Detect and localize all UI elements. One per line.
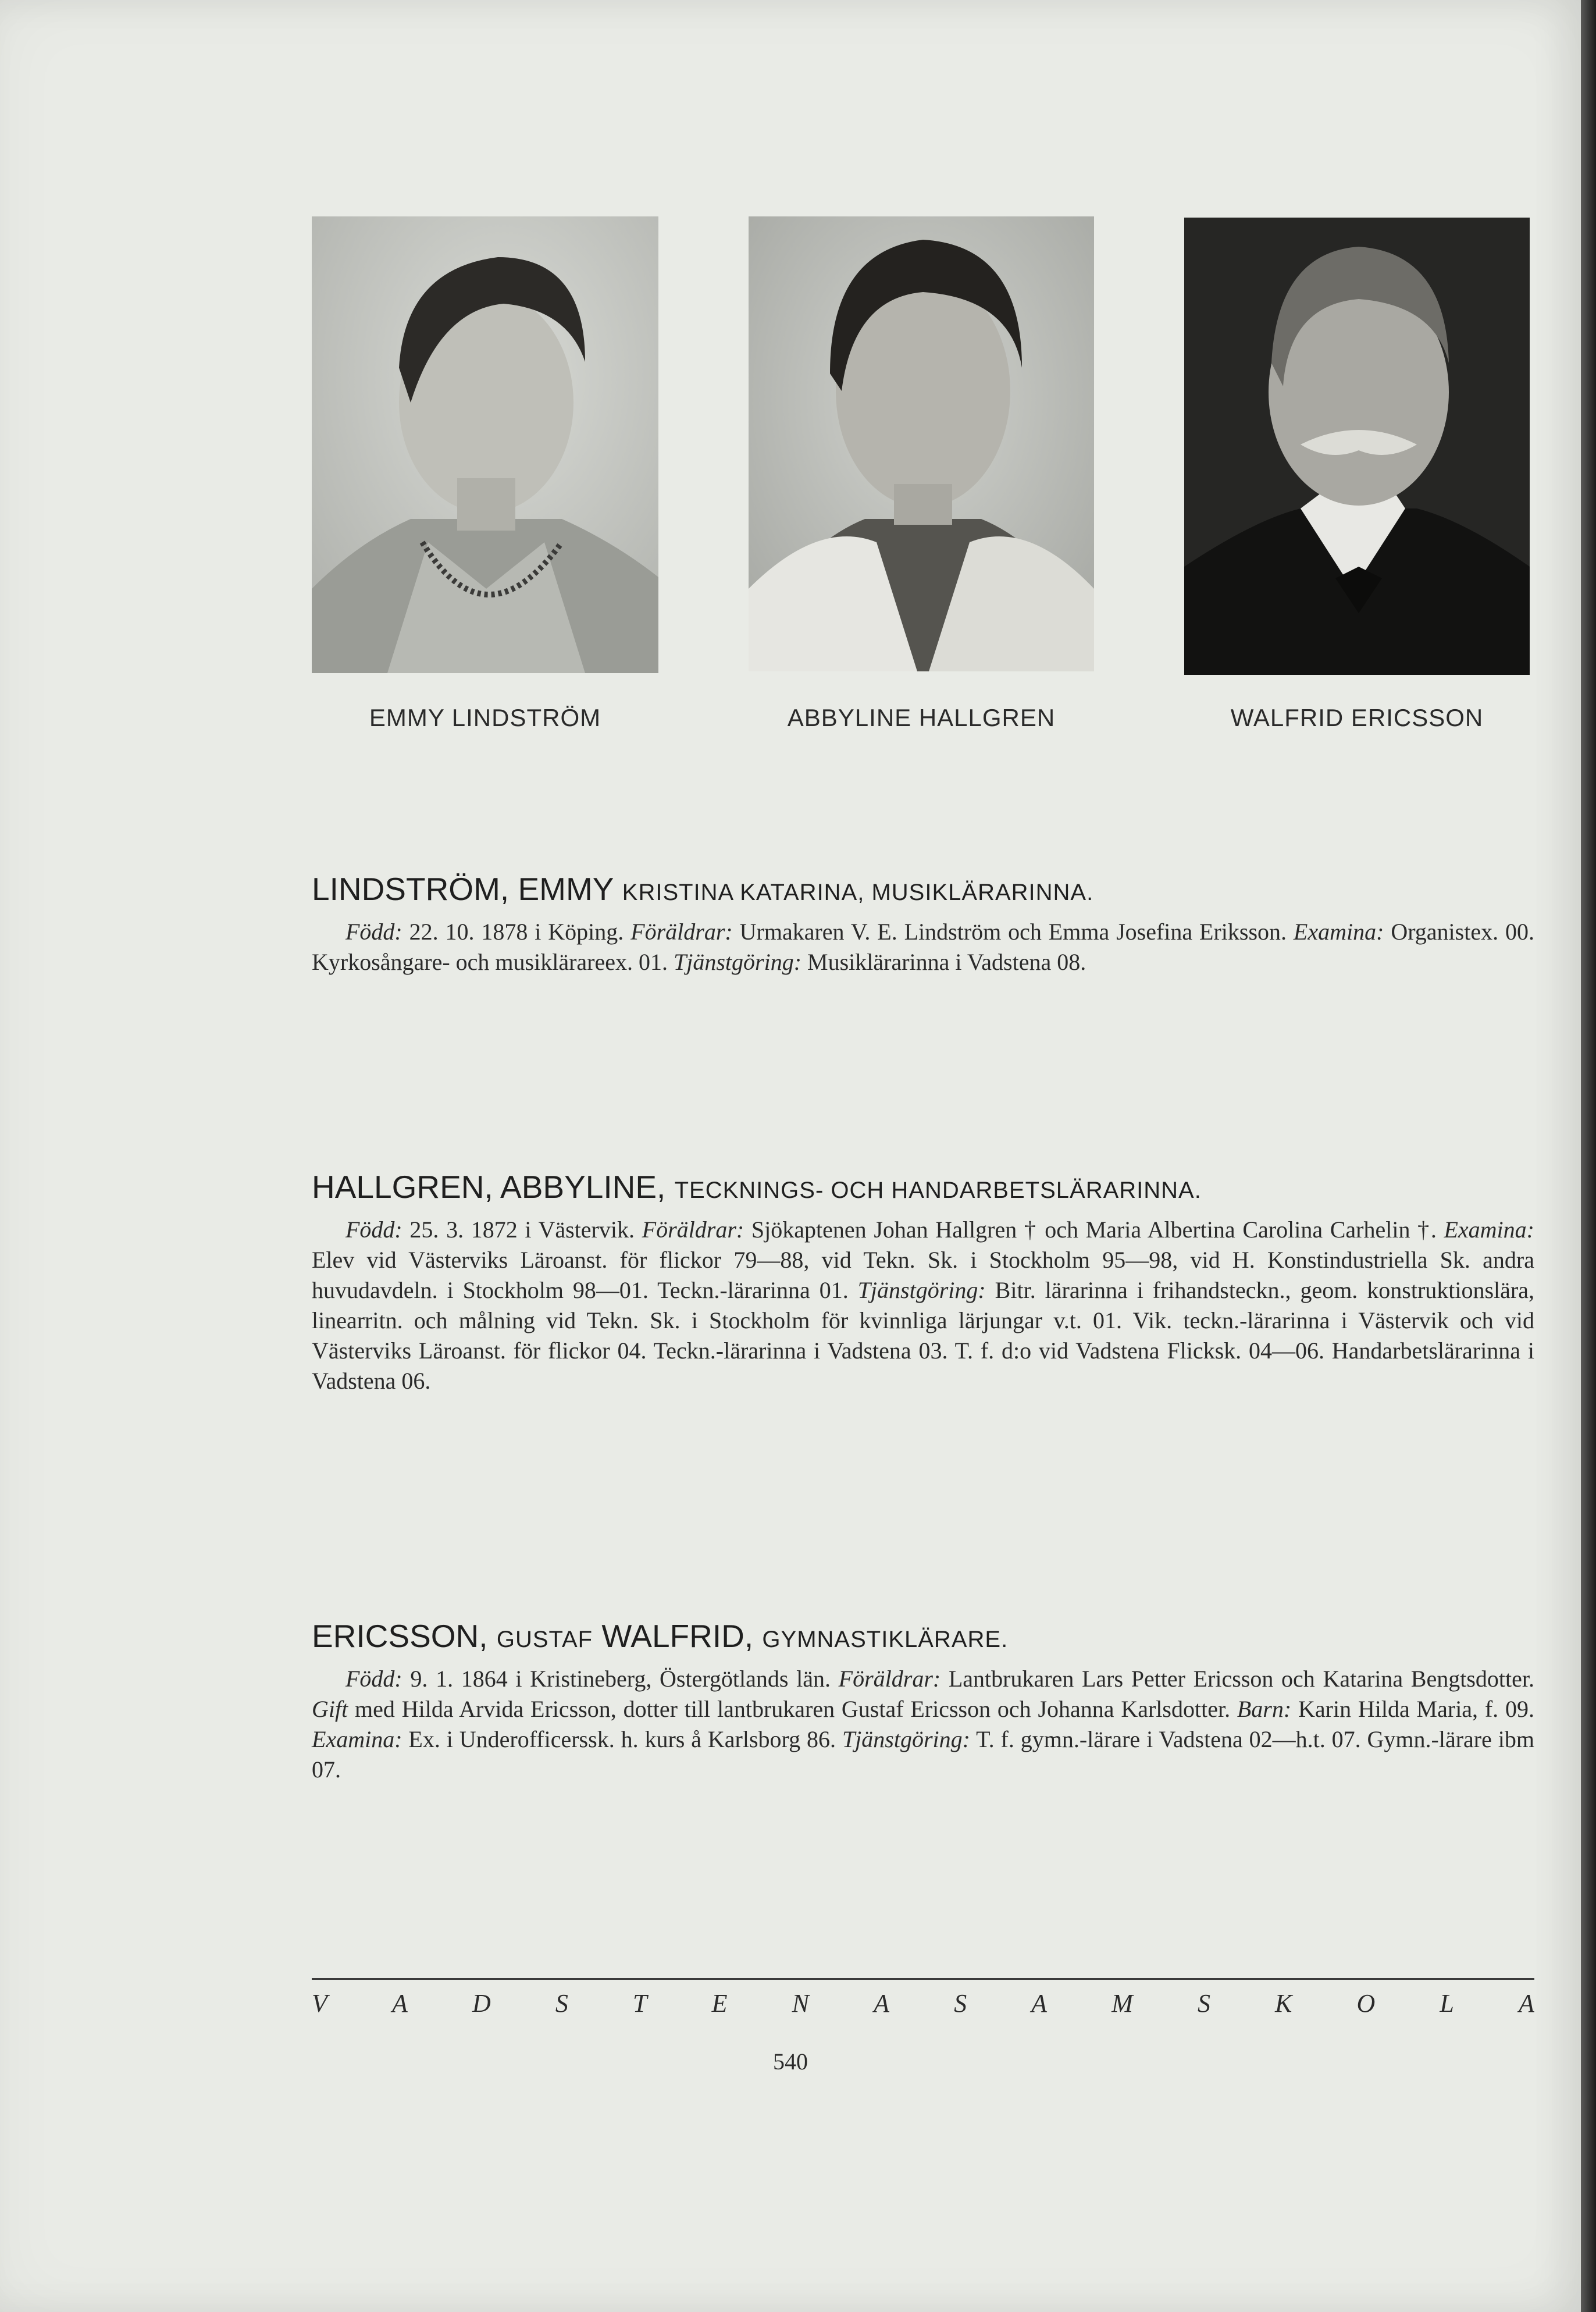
footer-letter: T <box>633 1989 647 2018</box>
footer-letter: N <box>792 1989 809 2018</box>
portrait-photo-hallgren <box>749 216 1094 671</box>
biography-entry-ericsson <box>312 1617 1534 1785</box>
page-number: 540 <box>773 2048 808 2075</box>
biography-entry-lindstrom <box>312 870 1534 977</box>
footer-letter: D <box>472 1989 491 2018</box>
footer-letter: V <box>312 1989 327 2018</box>
entry-name: LINDSTRÖM, EMMY <box>312 871 614 907</box>
footer-letter: S <box>555 1989 568 2018</box>
entry-name: ERICSSON, <box>312 1618 488 1654</box>
entry-body: Född: 22. 10. 1878 i Köping. Föräldrar: Urmakaren V. E. Lindström och Emma Josefina Eriksson. Examina: Organistex. 00. Kyrkosångare- och musiklärareex. 01. Tjänstgöring: Musiklärarinna i Vadstena 08. <box>312 919 1534 975</box>
portrait-photo-lindstrom <box>312 216 658 673</box>
footer-letter: L <box>1440 1989 1454 2018</box>
footer-letter: A <box>392 1989 408 2018</box>
portrait-caption: ABBYLINE HALLGREN <box>787 704 1056 731</box>
portrait-photo-ericsson <box>1184 218 1530 675</box>
entry-name-called: WALFRID, <box>601 1618 754 1654</box>
entry-heading <box>312 1168 1534 1205</box>
footer-letter: M <box>1112 1989 1133 2018</box>
footer-letter: K <box>1275 1989 1292 2018</box>
footer-rule <box>312 1978 1534 1980</box>
footer-letter: E <box>711 1989 728 2018</box>
entry-heading <box>312 870 1534 908</box>
entry-body: Född: 25. 3. 1872 i Västervik. Föräldrar: Sjökaptenen Johan Hallgren † och Maria Albertina Carolina Carhelin †. Examina: Elev vid Västerviks Läroanst. för flickor 79—88, vid Tekn. Sk. i Stockholm 95—98, vid H. Konstindustriella Sk. andra huvudavdeln. i Stockholm 98—01. Teckn.-lärarinna 01. Tjänstgöring: Bitr. lärarinna i frihandsteckn., geom. konstruktionslära, linearritn. och målning vid Tekn. Sk. i Stockholm för kvinnliga lärjungar v.t. 01. Vik. teckn.-lärarinna i Västervik och vid Västerviks Läroanst. för flickor 04. Teckn.-lärarinna i Vadstena 03. T. f. d:o vid Vadstena Flicksk. 04—06. Handarbetslärarinna i Vadstena 06. <box>312 1217 1534 1394</box>
footer-letter: O <box>1356 1989 1376 2018</box>
portrait-caption: EMMY LINDSTRÖM <box>369 704 601 731</box>
footer-letter: A <box>1031 1989 1048 2018</box>
entry-title: KRISTINA KATARINA, MUSIKLÄRARINNA. <box>622 880 1094 905</box>
entry-first-name: GUSTAF <box>496 1627 593 1652</box>
biography-entry-hallgren <box>312 1168 1534 1396</box>
entry-name: HALLGREN, ABBYLINE, <box>312 1169 666 1205</box>
entry-body: Född: 9. 1. 1864 i Kristineberg, Östergötlands län. Föräldrar: Lantbrukaren Lars Petter Ericsson och Katarina Bengtsdotter. Gift med Hilda Arvida Ericsson, dotter till lantbrukaren Gustaf Ericsson och Johanna Karlsdotter. Barn: Karin Hilda Maria, f. 09. Examina: Ex. i Underofficerssk. h. kurs å Karlsborg 86. Tjänstgöring: T. f. gymn.-lärare i Vadstena 02—h.t. 07. Gymn.-lärare ibm 07. <box>312 1666 1535 1783</box>
portrait-caption: WALFRID ERICSSON <box>1230 704 1484 731</box>
footer-letter: S <box>954 1989 967 2018</box>
footer-letter: S <box>1197 1989 1210 2018</box>
footer-letter: A <box>1519 1989 1534 2018</box>
entry-title: TECKNINGS- OCH HANDARBETSLÄRARINNA. <box>674 1178 1202 1203</box>
footer-letter: A <box>874 1989 889 2018</box>
running-footer-title <box>312 1989 1534 2023</box>
book-edge <box>1581 0 1596 2312</box>
entry-heading <box>312 1617 1534 1655</box>
entry-title: GYMNASTIKLÄRARE. <box>762 1627 1009 1652</box>
